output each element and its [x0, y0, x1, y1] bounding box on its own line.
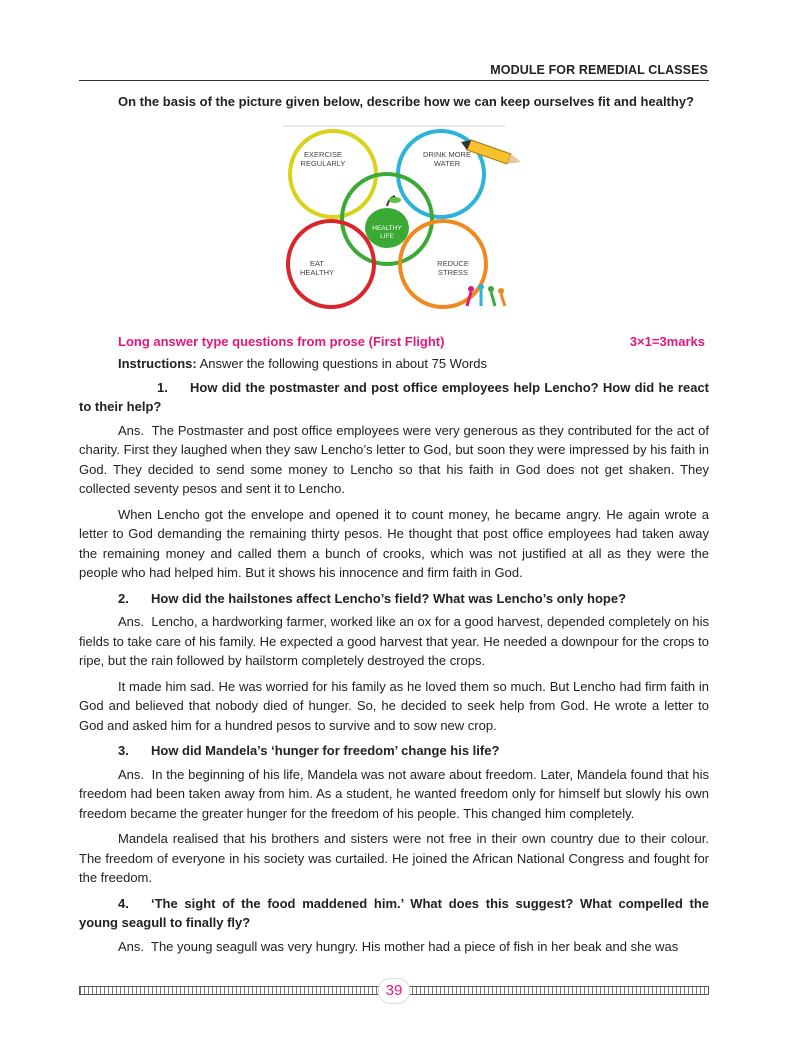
answer-2-label: Ans. — [118, 614, 145, 629]
answer-2-text-1: Lencho, a hardworking farmer, worked like an ox for a good harvest, depended completely on his fields to take care of his family. He expected a good harvest that year. He needed a downpour for the crops to ripe, but the rain followed by hailstorm completely destroyed the crops. — [79, 614, 709, 668]
instructions-label: Instructions: — [118, 356, 197, 371]
healthy-life-diagram — [275, 124, 535, 322]
instructions — [79, 354, 709, 374]
page-header-title: MODULE FOR REMEDIAL CLASSES — [490, 63, 708, 77]
question-3-text: How did Mandela’s ‘hunger for freedom’ change his life? — [151, 743, 500, 758]
question-1 — [79, 378, 709, 417]
page-content — [79, 92, 709, 962]
section-marks: 3×1=3marks — [629, 333, 705, 349]
question-3 — [79, 741, 709, 761]
label-stress-1: REDUCE — [437, 258, 469, 268]
label-water-2: WATER — [433, 158, 461, 168]
label-eat-1: EAT — [309, 258, 325, 268]
answer-1-label: Ans. — [118, 422, 145, 438]
question-1-number: 1. — [157, 379, 168, 395]
answer-1-text-1: The Postmaster and post office employees were very generous as they contributed for the act of charity. First they laughed when they saw Lencho’s letter to God, but soon they were impressed by his faith in God. They decided to send some money to Lencho so that his faith in God does not get shaken. They collected seventy pesos and sent it to Lencho. — [79, 422, 709, 496]
question-3-number: 3. — [118, 743, 129, 758]
question-4 — [79, 894, 709, 933]
answer-2-para-2: It made him sad. He was worried for his family as he loved them so much. But Lencho had firm faith in God and believed that nobody died of hunger. So, he decided to seek help from God. He wrote a letter to God and asked him for a hundred pesos to survive and to sow new crop. — [79, 678, 709, 733]
label-water-1: DRINK MORE — [423, 149, 471, 159]
answer-4-text-1: The young seagull was very hungry. His mother had a piece of fish in her beak and she was — [151, 938, 679, 954]
answer-3-para-1 — [79, 765, 709, 824]
section-heading — [79, 332, 709, 352]
label-exercise-1: EXERCISE — [304, 149, 342, 159]
question-2-number: 2. — [118, 590, 129, 606]
answer-3-text-1: In the beginning of his life, Mandela was not aware about freedom. Later, Mandela found that his freedom had been taken away from him. As a student, he wanted freedom only for himself but slowly his own freedom became the greater hunger for the freedom of his people. This changed him completely. — [79, 766, 709, 821]
answer-3-label: Ans. — [118, 766, 145, 782]
question-1-text: How did the postmaster and post office employees help Lencho? How did he react to their help? — [79, 379, 709, 414]
instructions-text: Answer the following questions in about 75 Words — [196, 356, 487, 371]
label-eat-2: HEALTHY — [299, 267, 335, 277]
question-4-text: ‘The sight of the food maddened him.’ What does this suggest? What compelled the young seagull to finally fly? — [79, 895, 709, 930]
intro-question: On the basis of the picture given below, describe how we can keep ourselves fit and healthy? — [118, 94, 694, 109]
label-center-1: HEALTHY — [372, 224, 402, 232]
answer-1-para-2: When Lencho got the envelope and opened it to count money, he became angry. He again wrote a letter to God demanding the remaining thirty pesos. He thought that post office employees had taken away the remaining money and called them a bunch of crooks, which was not justified at all as they were the people who had helped him. But it shows his innocence and firm faith in God. — [79, 506, 709, 580]
answer-4-label: Ans. — [118, 938, 145, 954]
label-stress-2: STRESS — [437, 267, 469, 277]
question-2-text: How did the hailstones affect Lencho’s field? What was Lencho’s only hope? — [151, 590, 627, 606]
answer-4-para-1 — [79, 937, 709, 957]
label-center-2: LIFE — [380, 232, 394, 240]
answer-1-para-1 — [79, 421, 709, 499]
answer-3-para-2: Mandela realised that his brothers and sisters were not free in their own country due to their colour. The freedom of everyone in his society was curtailed. He joined the African National Congress and fought for the freedom. — [79, 831, 709, 885]
page-number: 39 — [378, 978, 410, 1004]
question-2 — [79, 589, 709, 609]
header-rule — [79, 80, 709, 81]
circle-exercise — [290, 131, 376, 217]
healthy-life-figure — [275, 124, 535, 322]
question-4-number: 4. — [118, 895, 129, 911]
label-exercise-2: REGULARLY — [300, 158, 346, 168]
answer-2-para-1 — [79, 612, 709, 671]
section-title: Long answer type questions from prose (First Flight) — [118, 333, 445, 349]
circle-eat — [288, 221, 374, 307]
apple-icon — [365, 196, 409, 248]
